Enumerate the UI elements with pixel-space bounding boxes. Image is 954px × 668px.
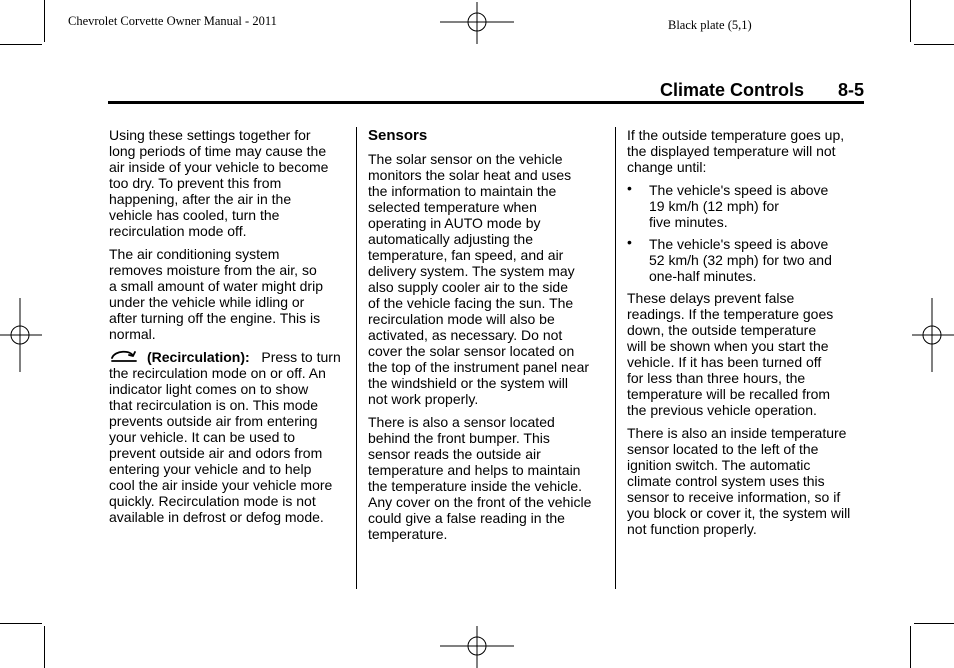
text-line: cool the air inside your vehicle more bbox=[109, 477, 333, 493]
text-line: temperature, fan speed, and air bbox=[368, 247, 564, 263]
paragraph bbox=[627, 127, 867, 175]
text-line: automatically adjusting the bbox=[368, 231, 533, 247]
list-item-text bbox=[649, 182, 867, 230]
recirculation-first-line bbox=[109, 349, 349, 365]
text-line: sensor located to the left of the bbox=[627, 441, 819, 457]
text-line: a small amount of water might drip bbox=[109, 278, 323, 294]
text-line: delivery system. The system may bbox=[368, 263, 575, 279]
list-item-text bbox=[649, 236, 867, 284]
recirculation-text: Press to turn bbox=[261, 349, 341, 365]
text-line: prevent outside air and odors from bbox=[109, 445, 323, 461]
text-line: operating in AUTO mode by bbox=[368, 215, 541, 231]
section-title: Climate Controls bbox=[659, 80, 804, 100]
text-line: long periods of time may cause the bbox=[109, 143, 327, 159]
text-line: The vehicle's speed is above bbox=[649, 236, 829, 252]
text-line: There is also a sensor located bbox=[368, 414, 555, 430]
text-line: of the vehicle facing the sun. The bbox=[368, 295, 574, 311]
text-line: ignition switch. The automatic bbox=[627, 457, 811, 473]
column-2 bbox=[368, 127, 608, 549]
text-line: normal. bbox=[109, 326, 156, 342]
text-line: you block or cover it, the system will bbox=[627, 505, 851, 521]
paragraph bbox=[627, 290, 867, 418]
text-line: monitors the solar heat and uses bbox=[368, 167, 572, 183]
paragraph bbox=[109, 127, 349, 239]
text-line: the information to maintain the bbox=[368, 183, 557, 199]
text-line: not function properly. bbox=[627, 521, 757, 537]
text-line: Using these settings together for bbox=[109, 127, 311, 143]
text-line: also supply cooler air to the side bbox=[368, 279, 568, 295]
paragraph bbox=[368, 414, 608, 542]
text-line: entering your vehicle and to help bbox=[109, 461, 312, 477]
text-line: 19 km/h (12 mph) for bbox=[649, 198, 779, 214]
list-item bbox=[627, 236, 867, 284]
text-line: There is also an inside temperature bbox=[627, 425, 847, 441]
recirculation-label: (Recirculation): bbox=[147, 349, 250, 365]
text-line: The vehicle's speed is above bbox=[649, 182, 829, 198]
text-line: for less than three hours, the bbox=[627, 370, 806, 386]
text-line: vehicle. If it has been turned off bbox=[627, 354, 822, 370]
header-rule bbox=[108, 101, 864, 104]
text-line: Any cover on the front of the vehicle bbox=[368, 494, 592, 510]
text-line: happening, after the air in the bbox=[109, 191, 292, 207]
paragraph bbox=[368, 151, 608, 407]
text-line: behind the front bumper. This bbox=[368, 430, 550, 446]
text-line: after turning off the engine. This is bbox=[109, 310, 321, 326]
paragraph bbox=[109, 246, 349, 342]
text-line: five minutes. bbox=[649, 214, 728, 230]
text-line: 52 km/h (32 mph) for two and bbox=[649, 252, 832, 268]
bullet-glyph: • bbox=[627, 180, 632, 196]
text-line: These delays prevent false bbox=[627, 290, 795, 306]
text-line: available in defrost or defog mode. bbox=[109, 509, 324, 525]
text-line: recirculation mode off. bbox=[109, 223, 247, 239]
registration-mark-left bbox=[0, 298, 42, 372]
text-line: indicator light comes on to show bbox=[109, 381, 309, 397]
text-line: the previous vehicle operation. bbox=[627, 402, 817, 418]
text-line: under the vehicle while idling or bbox=[109, 294, 305, 310]
text-line: climate control system uses this bbox=[627, 473, 825, 489]
registration-mark-right bbox=[912, 298, 954, 372]
recirculation-paragraph bbox=[109, 349, 349, 525]
paragraph bbox=[627, 425, 867, 537]
text-line: activated, as necessary. Do not bbox=[368, 327, 563, 343]
text-line: could give a false reading in the bbox=[368, 510, 565, 526]
text-line: too dry. To prevent this from bbox=[109, 175, 282, 191]
text-line: will be shown when you start the bbox=[627, 338, 829, 354]
column-1 bbox=[109, 127, 349, 532]
text-line: one-half minutes. bbox=[649, 268, 757, 284]
text-line: vehicle has cooled, turn the bbox=[109, 207, 280, 223]
text-line: sensor to receive information, so if bbox=[627, 489, 841, 505]
column-divider-2 bbox=[615, 127, 616, 589]
text-line: the windshield or the system will bbox=[368, 375, 568, 391]
text-line: air inside of your vehicle to become bbox=[109, 159, 329, 175]
text-line: your vehicle. It can be used to bbox=[109, 429, 295, 445]
text-line: If the outside temperature goes up, bbox=[627, 127, 845, 143]
sensors-heading: Sensors bbox=[368, 127, 428, 144]
text-line: the displayed temperature will not bbox=[627, 143, 836, 159]
text-line: The solar sensor on the vehicle bbox=[368, 151, 563, 167]
text-line: The air conditioning system bbox=[109, 246, 280, 262]
column-3 bbox=[627, 127, 867, 544]
text-line: cover the solar sensor located on bbox=[368, 343, 575, 359]
text-line: selected temperature when bbox=[368, 199, 537, 215]
text-line: sensor reads the outside air bbox=[368, 446, 541, 462]
text-line: temperature. bbox=[368, 526, 448, 542]
bullet-glyph: • bbox=[627, 234, 632, 250]
text-line: change until: bbox=[627, 159, 707, 175]
text-line: prevents outside air from entering bbox=[109, 413, 318, 429]
text-line: not work properly. bbox=[368, 391, 479, 407]
page-number: 8-5 bbox=[838, 80, 865, 100]
text-line: the temperature inside the vehicle. bbox=[368, 478, 583, 494]
text-line: readings. If the temperature goes bbox=[627, 306, 834, 322]
text-line: temperature and helps to maintain bbox=[368, 462, 581, 478]
text-line: that recirculation is on. This mode bbox=[109, 397, 319, 413]
text-line: recirculation mode will also be bbox=[368, 311, 555, 327]
text-line: quickly. Recirculation mode is not bbox=[109, 493, 316, 509]
list-item bbox=[627, 182, 867, 230]
text-line: removes moisture from the air, so bbox=[109, 262, 317, 278]
recirculation-icon bbox=[109, 349, 139, 365]
text-line: temperature will be recalled from bbox=[627, 386, 831, 402]
text-line: the top of the instrument panel near bbox=[368, 359, 590, 375]
text-line: the recirculation mode on or off. An bbox=[109, 365, 326, 381]
registration-mark-top bbox=[440, 2, 514, 44]
registration-mark-bottom bbox=[440, 626, 514, 668]
manual-title: Chevrolet Corvette Owner Manual - 2011 bbox=[68, 14, 277, 28]
plate-label: Black plate (5,1) bbox=[668, 18, 752, 32]
text-line: down, the outside temperature bbox=[627, 322, 817, 338]
recirculation-body bbox=[109, 365, 349, 525]
column-divider-1 bbox=[356, 127, 357, 589]
